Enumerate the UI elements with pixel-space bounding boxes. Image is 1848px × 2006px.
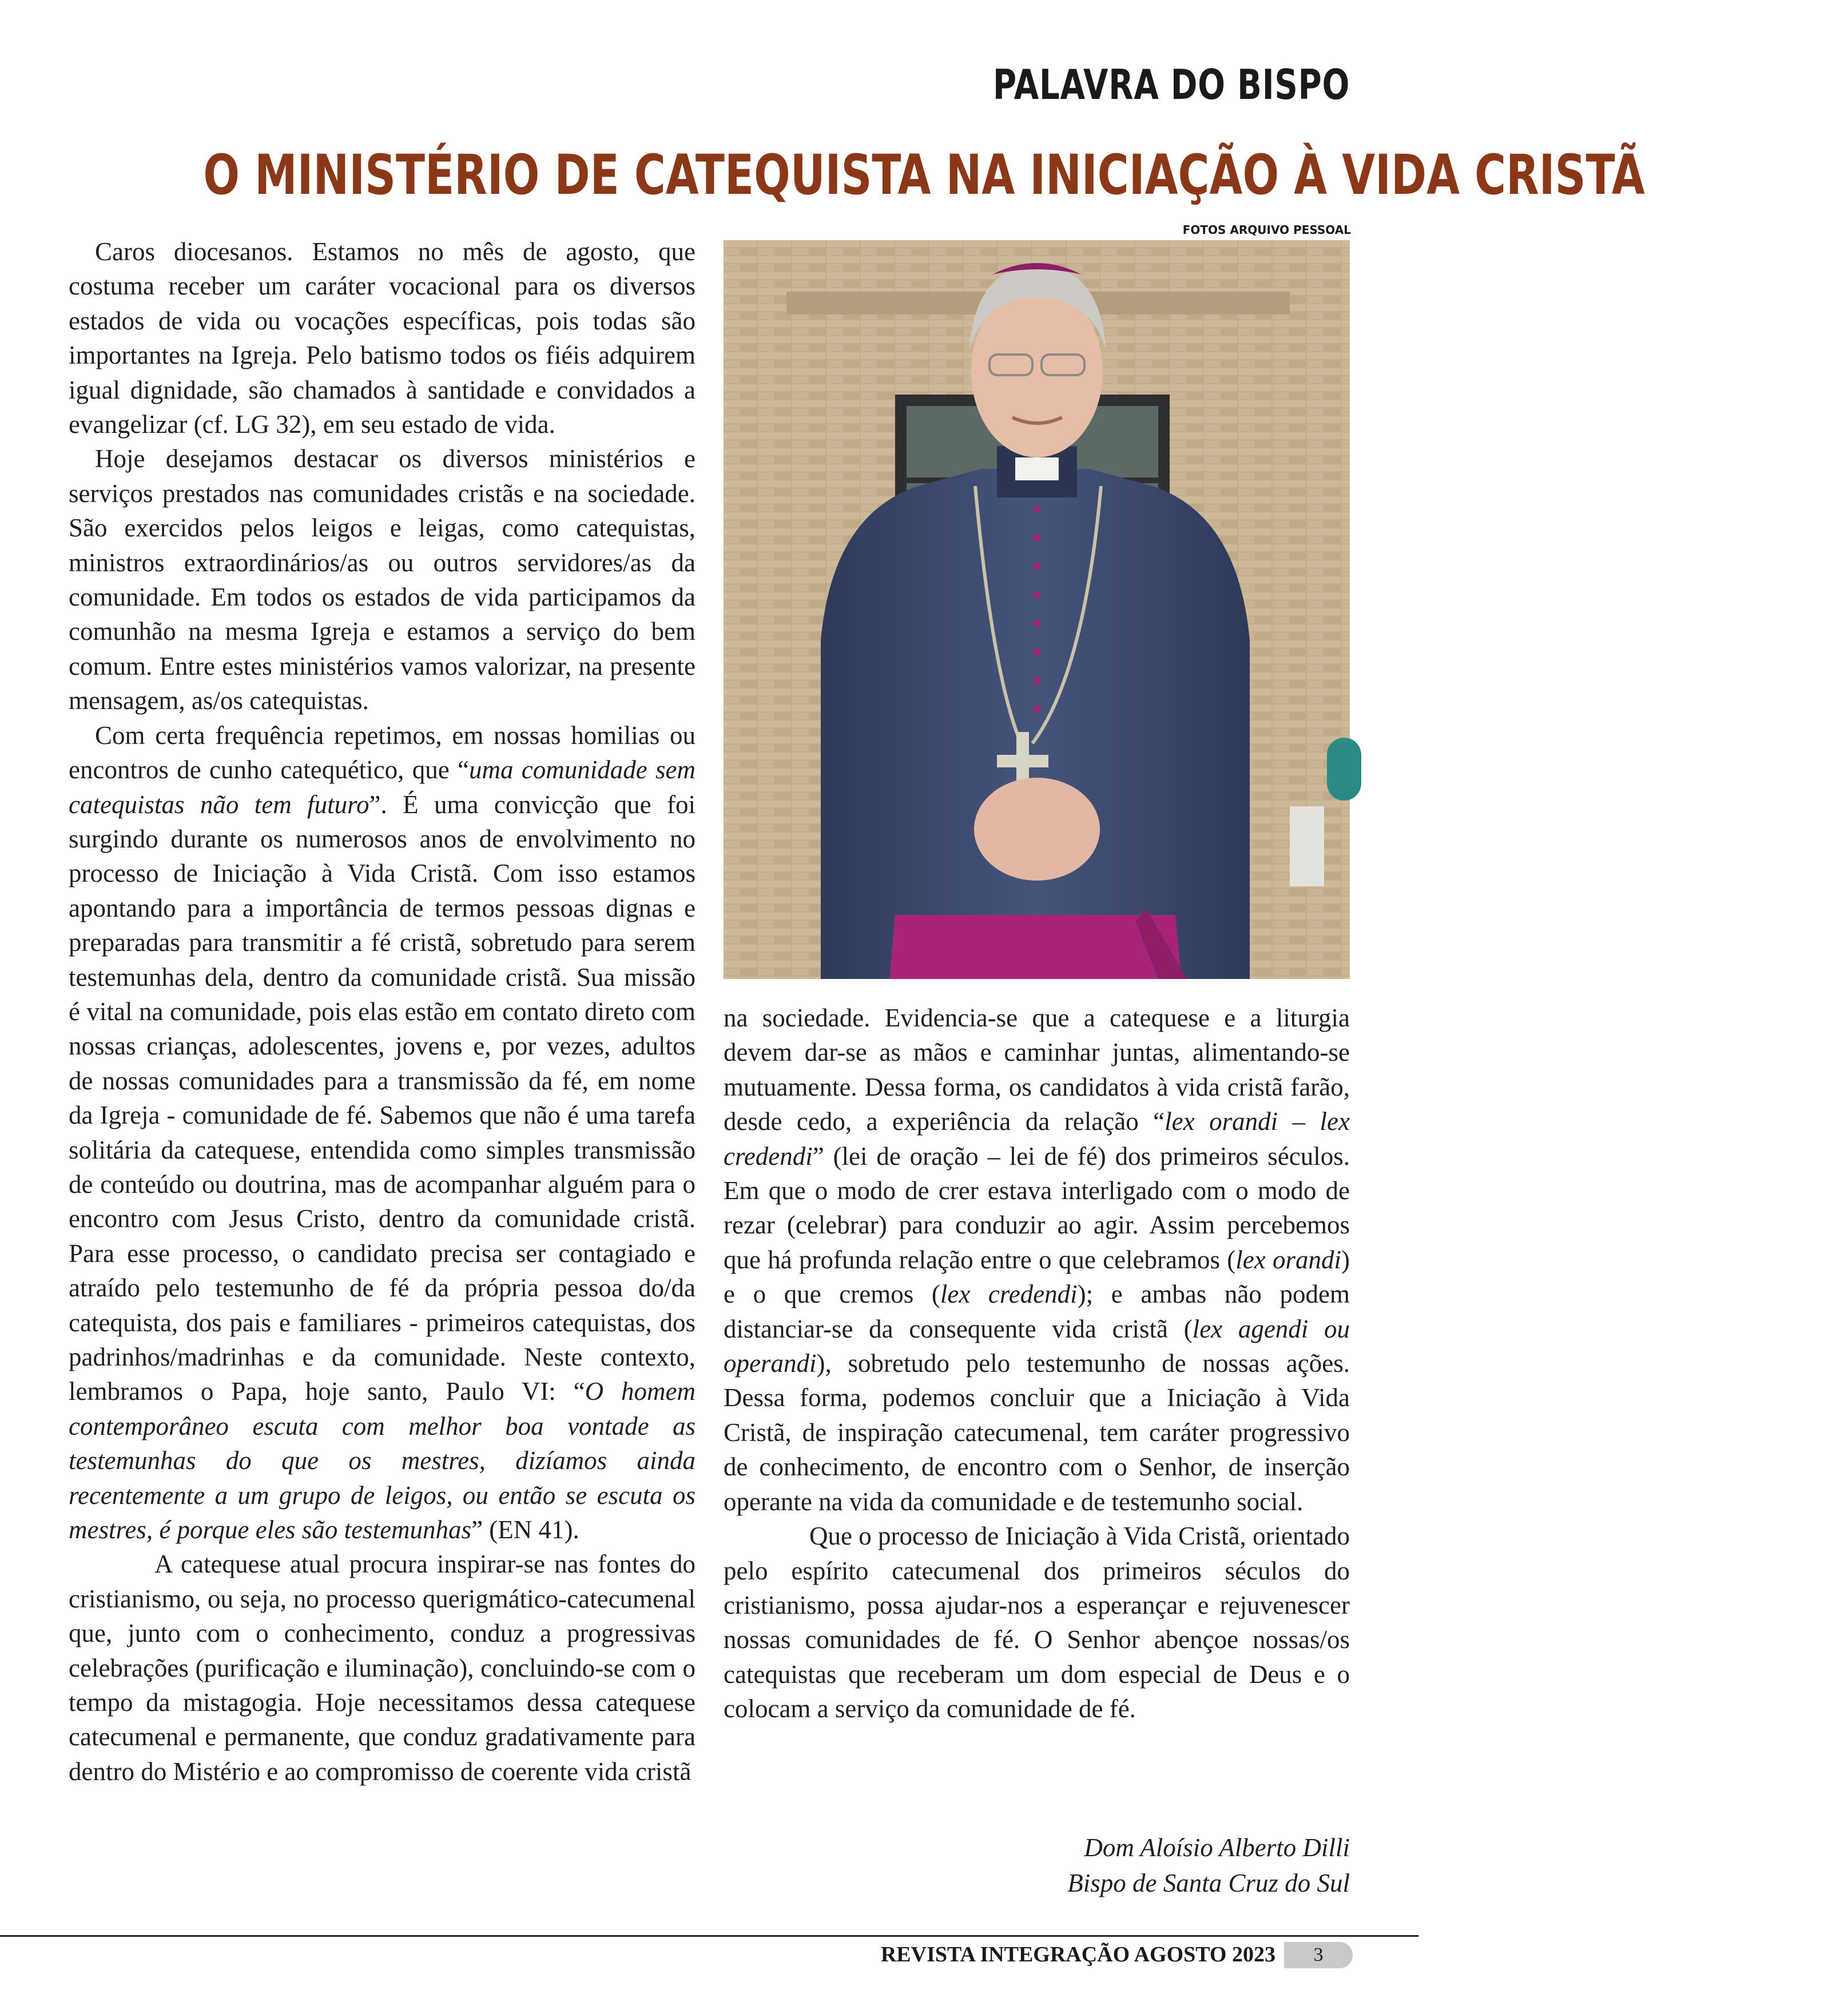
latin-term: lex agendi ou operandi [724,1314,1350,1378]
latin-term: lex orandi [1235,1245,1342,1274]
author-name: Dom Aloísio Alberto Dilli [1084,1833,1350,1862]
photo-credit: FOTOS ARQUIVO PESSOAL [1182,223,1351,237]
latin-term: lex orandi – lex credendi [724,1107,1350,1171]
paragraph-catechesis: A catequese atual procura inspirar-se nas fontes do cristianismo, ou seja, no processo querigmático-catecumenal que, junto com o conhecimento, conduz a progressivas celebrações (purificação e iluminação), concluindo-se com o tempo da mistagogia. Hoje necessitamos dessa catequese catecumenal e permanente, que conduz gradativamente para dentro do Mistério e ao compromisso de coerente vida cristã [69,1550,696,1786]
text-segment: ); e ambas não podem distanciar-se da consequente vida cristã ( [724,1280,1350,1343]
headline-text: O MINISTÉRIO DE CATEQUISTA NA INICIAÇÃO À VIDA CRISTÃ [203,143,1645,207]
paragraph-closing: Que o processo de Iniciação à Vida Cristã, orientado pelo espírito catecumenal dos primeiros séculos do cristianismo, possa ajudar-nos a esperançar e rejuvenescer nossas comunidades de fé. O Senhor abençoe nossas/os catequistas que receberam um dom especial de Deus e o colocam a serviço da comunidade de fé. [724,1522,1350,1724]
paragraph-liturgy [724,1001,1350,1519]
bishop-portrait-photo [724,240,1350,979]
paragraph-ministries: Hoje desejamos destacar os diversos ministérios e serviços prestados nas comunidades cristãs e na sociedade. São exercidos pelos leigos e leigas, como catequistas, ministros extraordinários/as ou outros servidores/as da comunidade. Em todos os estados de vida participamos da comunhão na mesma Igreja e estamos a serviço do bem comum. Entre estes ministérios vamos valorizar, na presente mensagem, as/os catequistas. [69,444,696,715]
bishop-photo-illustration [724,240,1350,979]
paragraph-catechists [69,718,696,1547]
author-title: Bispo de Santa Cruz do Sul [1067,1869,1350,1897]
paragraph-intro: Caros diocesanos. Estamos no mês de agosto, que costuma receber um caráter vocacional para os diversos estados de vida ou vocações específicas, pois todas são importantes na Igreja. Pelo batismo todos os fiéis adquirem igual dignidade, são chamados à santidade e convidados a evangelizar (cf. LG 32), em seu estado de vida. [69,237,696,439]
latin-term: lex credendi [940,1280,1078,1309]
text-segment: ” (lei de oração – lei de fé) dos primeiros séculos. Em que o modo de crer estava interligado com o modo de rezar (celebrar) para conduzir ao agir. Assim percebemos que há profunda relação entre o que celebramos ( [724,1141,1350,1274]
quote-community: uma comunidade sem catequistas não tem futuro [69,755,696,819]
page-number: 3 [1284,1942,1353,1968]
text-segment: ”. É uma convicção que foi surgindo durante os numerosos anos de envolvimento no processo de Iniciação à Vida Cristã. Com isso estamos apontando para a importância de termos pessoas dignas e preparadas para transmitir a fé cristã, sobretudo para serem testemunhas dela, dentro da comunidade cristã. Sua missão é vital na comunidade, pois elas estão em contato direto com nossas crianças, adolescentes, jovens e, por vezes, adultos de nossas comunidades para a transmissão da fé, em nome da Igreja - comunidade de fé. Sabemos que não é uma tarefa solitária da catequese, entendida como simples transmissão de conteúdo ou doutrina, mas de acompanhar alguém para o encontro com Jesus Cristo, dentro da comunidade cristã. Para esse processo, o candidato precisa ser contagiado e atraído pelo testemunho de fé da própria pessoa do/da catequista, dos pais e familiares - primeiros catequistas, dos padrinhos/madrinhas e da comunidade. Neste contexto, lembramos o Papa, hoje santo, Paulo VI: “ [69,790,696,1406]
text-segment: na sociedade. Evidencia-se que a catequese e a liturgia devem dar-se as mãos e caminhar juntas, alimentando-se mutuamente. Dessa forma, os candidatos à vida cristã farão, desde cedo, a experiência da relação “ [724,1004,1350,1136]
footer-divider [0,1935,1418,1937]
text-segment: ) e o que cremos ( [724,1245,1350,1309]
publication-footer: REVISTA INTEGRAÇÃO AGOSTO 2023 [880,1943,1275,1967]
article-right-column [724,1001,1350,1801]
article-left-column [69,234,696,1898]
section-label: PALAVRA DO BISPO [992,61,1350,109]
signature-block [1067,1830,1350,1901]
text-segment: ” (EN 41). [471,1515,579,1545]
article-headline [0,143,1645,207]
text-segment: Com certa frequência repetimos, em nossas homilias ou encontros de cunho catequético, que “ [69,721,696,785]
quote-paulo-vi: O homem contemporâneo escuta com melhor boa vontade as testemunhas do que os mestres, dizíamos ainda recentemente a um grupo de leigos, ou então se escuta os mestres, é porque eles são testemunhas [69,1377,696,1545]
text-segment: ), sobretudo pelo testemunho de nossas ações. Dessa forma, podemos concluir que a Iniciação à Vida Cristã, de inspiração catecumenal, tem caráter progressivo de conhecimento, de encontro com o Senhor, de inserção operante na vida da comunidade e de testemunho social. [724,1349,1350,1516]
